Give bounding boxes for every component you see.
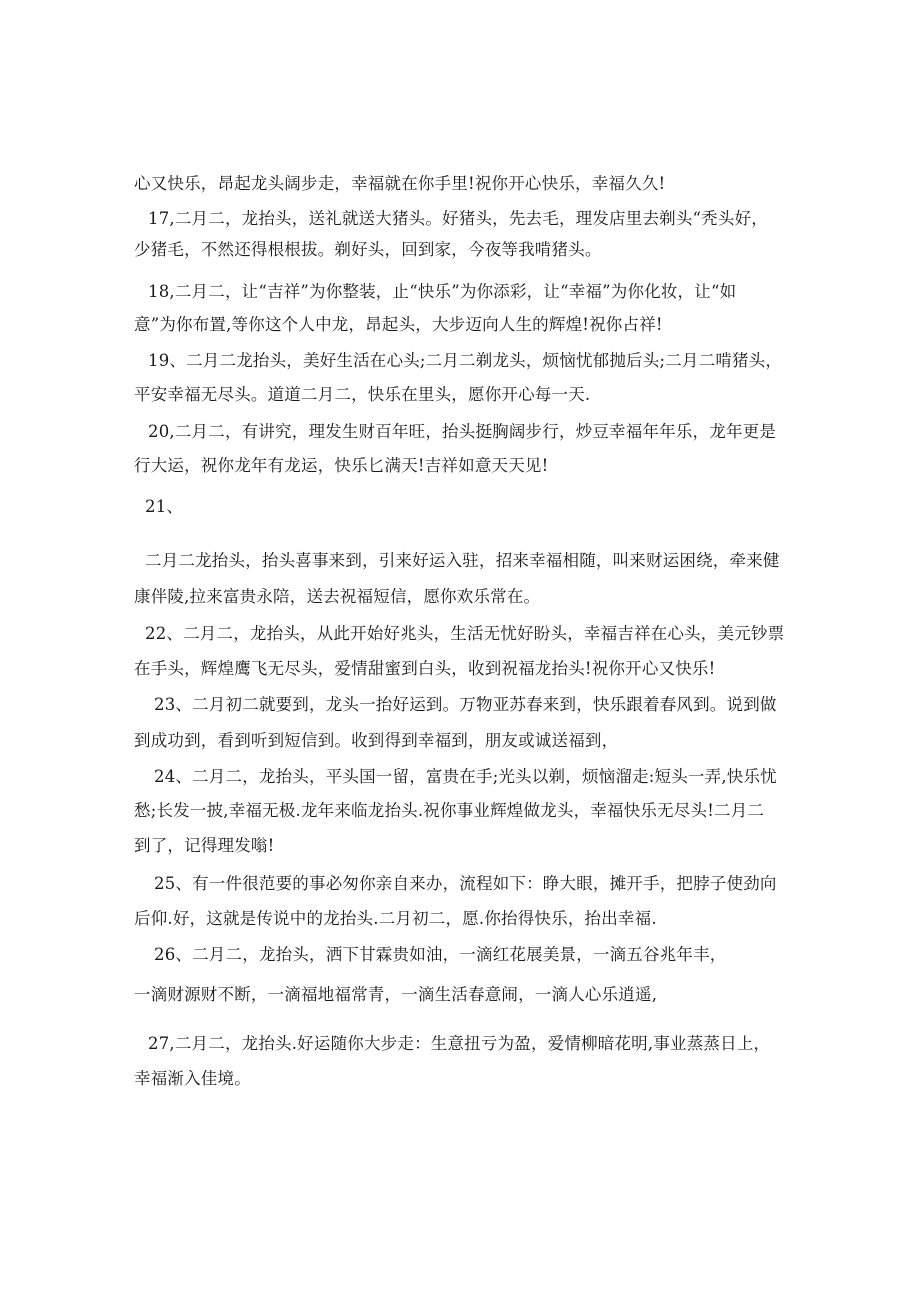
text-line: 18,二月二，让“吉祥”为你整装，止“快乐”为你添彩，让“幸福”为你化妆，让“如 <box>148 282 737 301</box>
text-line: 康伴陵,拉来富贵永陪，送去祝福短信，愿你欢乐常在。 <box>134 587 541 606</box>
text-line: 平安幸福无尽头。道道二月二，快乐在里头，愿你开心每一天. <box>134 385 591 404</box>
text-line: 19、二月二龙抬头，美好生活在心头;二月二剃龙头，烦恼忧郁抛后头;二月二啃猪头， <box>148 351 783 370</box>
text-line: 一滴财源财不断，一滴福地福常青，一滴生活春意闹，一滴人心乐逍遥, <box>134 985 658 1004</box>
text-line: 到成功到，看到听到短信到。收到得到幸福到，朋友或诚送福到， <box>134 731 619 750</box>
text-line: 24、二月二，龙抬头，平头国一留，富贵在手;光头以剃，烦恼溜走:短头一弄,快乐忧 <box>154 767 777 786</box>
text-line: 意”为你布置,等你这个人中龙，昂起头，大步迈向人生的辉煌!祝你占祥! <box>134 315 663 334</box>
text-line: 二月二龙抬头，抬头喜事来到，引来好运入驻，招来幸福相随，叫来财运困绕，牵来健 <box>145 551 780 570</box>
text-line: 26、二月二，龙抬头，洒下甘霖贵如油，一滴红花展美景，一滴五谷兆年丰， <box>154 945 727 964</box>
text-line: 后仰.好，这就是传说中的龙抬头.二月初二，愿.你抬得快乐，抬出幸福. <box>134 909 657 928</box>
text-line: 行大运，祝你龙年有龙运，快乐匕满天!吉祥如意天天见! <box>134 456 549 475</box>
text-line: 23、二月初二就要到，龙头一抬好运到。万物亚苏春来到，快乐跟着春风到。说到做 <box>154 695 777 714</box>
text-line: 20,二月二，有讲究，理发生财百年旺，抬头挺胸阔步行，炒豆幸福年年乐，龙年更是 <box>148 422 777 441</box>
text-line: 少猪毛，不然还得根根拔。剃好头，回到家，今夜等我啃猪头。 <box>134 240 602 259</box>
text-line: 心又快乐，昂起龙头阔步走，幸福就在你手里!祝你开心快乐，幸福久久! <box>134 174 666 193</box>
text-line: 17,二月二，龙抬头，送礼就送大猪头。好猪头，先去毛，理发店里去剃头“秃头好， <box>148 209 768 228</box>
text-line: 22、二月二，龙抬头，从此开始好兆头，生活无忧好盼头，幸福吉祥在心头，美元钞票 <box>145 624 785 643</box>
text-line: 到了，记得理发嗡! <box>134 836 275 855</box>
text-line: 27,二月二，龙抬头.好运随你大步走：生意扭亏为盈，爱情柳暗花明,事业蒸蒸日上， <box>148 1034 771 1053</box>
text-line: 幸福渐入佳境。 <box>134 1069 251 1088</box>
text-line: 在手头，辉煌鹰飞无尽头，爱情甜蜜到白头，收到祝福龙抬头!祝你开心又快乐! <box>134 659 716 678</box>
text-line: 21、 <box>145 497 184 516</box>
text-line: 愁;长发一披,幸福无极.龙年来临龙抬头.祝你事业辉煌做龙头，幸福快乐无尽头!二月二 <box>134 801 765 820</box>
text-line: 25、有一件很范要的事必匆你亲自来办，流程如下：睁大眼，摊开手，把脖子使劲向 <box>154 874 777 893</box>
